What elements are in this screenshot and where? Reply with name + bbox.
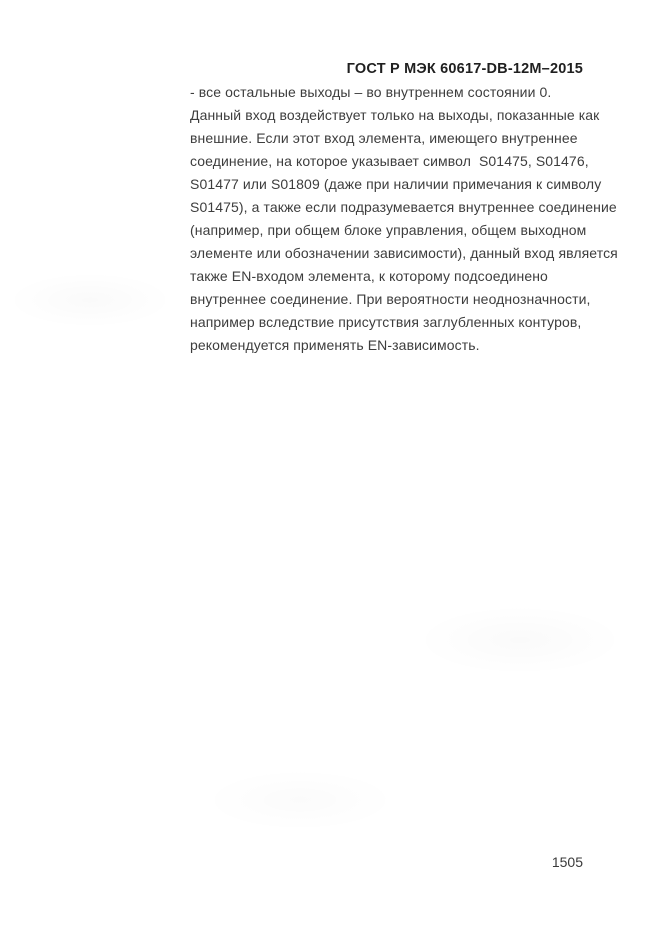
text-line: рекомендуется применять EN-зависимость.	[190, 337, 480, 353]
text-line: внутреннее соединение. При вероятности неоднозначности,	[190, 291, 591, 307]
document-header: ГОСТ Р МЭК 60617-DB-12M–2015	[346, 61, 583, 77]
text-line: (например, при общем блоке управления, общем выходном	[190, 222, 587, 238]
page-number: 1505	[551, 854, 583, 870]
text-line: элементе или обозначении зависимости), данный вход является	[190, 245, 618, 261]
text-line: например вследствие присутствия заглубленных контуров,	[190, 314, 582, 330]
text-line: S01477 или S01809 (даже при наличии примечания к символу	[190, 176, 602, 192]
body-text	[190, 81, 620, 357]
text-line: также EN-входом элемента, к которому подсоединено	[190, 268, 548, 284]
text-line: внешние. Если этот вход элемента, имеющего внутреннее	[190, 130, 578, 146]
text-line: S01475), а также если подразумевается внутреннее соединение	[190, 199, 617, 215]
text-line: - все остальные выходы – во внутреннем состоянии 0.	[190, 84, 552, 100]
text-line: Данный вход воздействует только на выходы, показанные как	[190, 107, 600, 123]
text-line: соединение, на которое указывает символ S01475, S01476,	[190, 153, 589, 169]
